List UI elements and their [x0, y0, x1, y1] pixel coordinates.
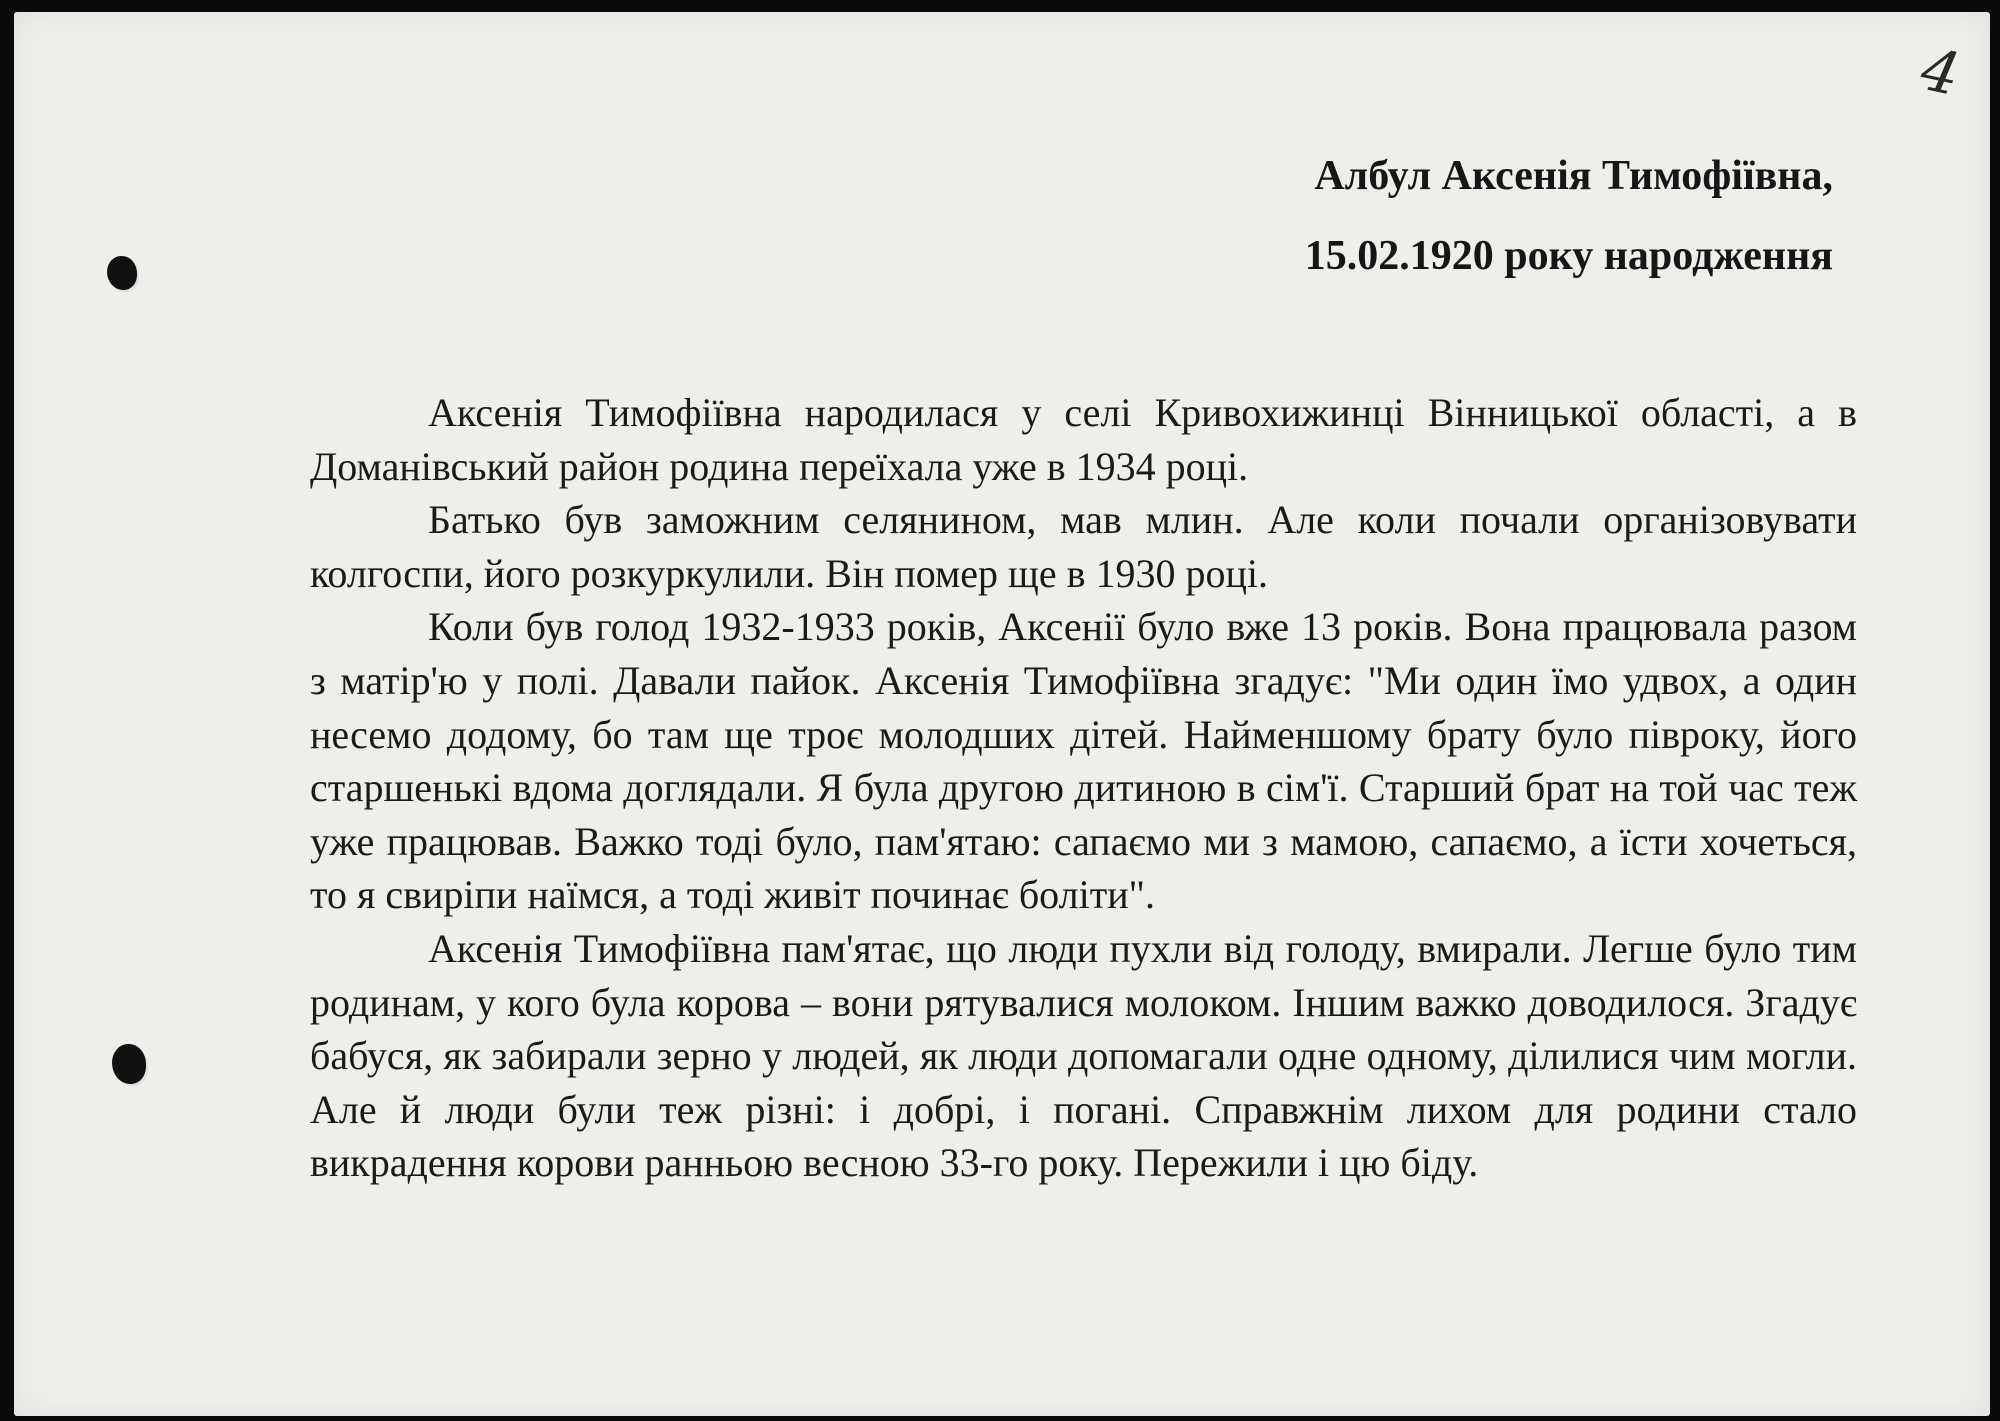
paragraph-birthplace: Аксенія Тимофіївна народилася у селі Кривохижинці Вінницької області, а в Доманівський район родина переїхала уже в 1934 році.	[310, 390, 1857, 489]
person-name-heading: Албул Аксенія Тимофіївна,	[1314, 153, 1833, 199]
paragraph-father: Батько був заможним селянином, мав млин. Але коли почали організовувати колгоспи, його розкуркулили. Він помер ще в 1930 році.	[310, 497, 1857, 596]
punch-hole-top	[107, 256, 137, 290]
punch-hole-bottom	[112, 1044, 146, 1084]
paper-sheet	[14, 12, 1990, 1416]
handwritten-page-number: 4	[1915, 34, 1966, 110]
testimony-body	[310, 386, 1857, 1190]
paragraph-survival: Аксенія Тимофіївна пам'ятає, що люди пухли від голоду, вмирали. Легше було тим родинам, у кого була корова – вони рятувалися молоком. Іншим важко доводилося. Згадує бабуся, як забирали зерно у людей, як люди допомагали одне одному, ділилися чим могли. Але й люди були теж різні: і добрі, і погані. Справжнім лихом для родини стало викрадення корови ранньою весною 33-го року. Пережили і цю біду.	[310, 925, 1857, 1186]
paragraph-famine-memories: Коли був голод 1932-1933 років, Аксенії було вже 13 років. Вона працювала разом з матір'ю у полі. Давали пайок. Аксенія Тимофіївна згадує: "Ми один їмо удвох, а один несемо додому, бо там ще троє молодших дітей. Найменшому брату було півроку, його старшенькі вдома доглядали. Я була другою дитиною в сім'ї. Старший брат на той час теж уже працював. Важко тоді було, пам'ятаю: сапаємо ми з мамою, сапаємо, а їсти хочеться, то я свиріпи наїмся, а тоді живіт починає боліти".	[310, 604, 1857, 918]
birth-date-heading: 15.02.1920 року народження	[1304, 233, 1833, 279]
